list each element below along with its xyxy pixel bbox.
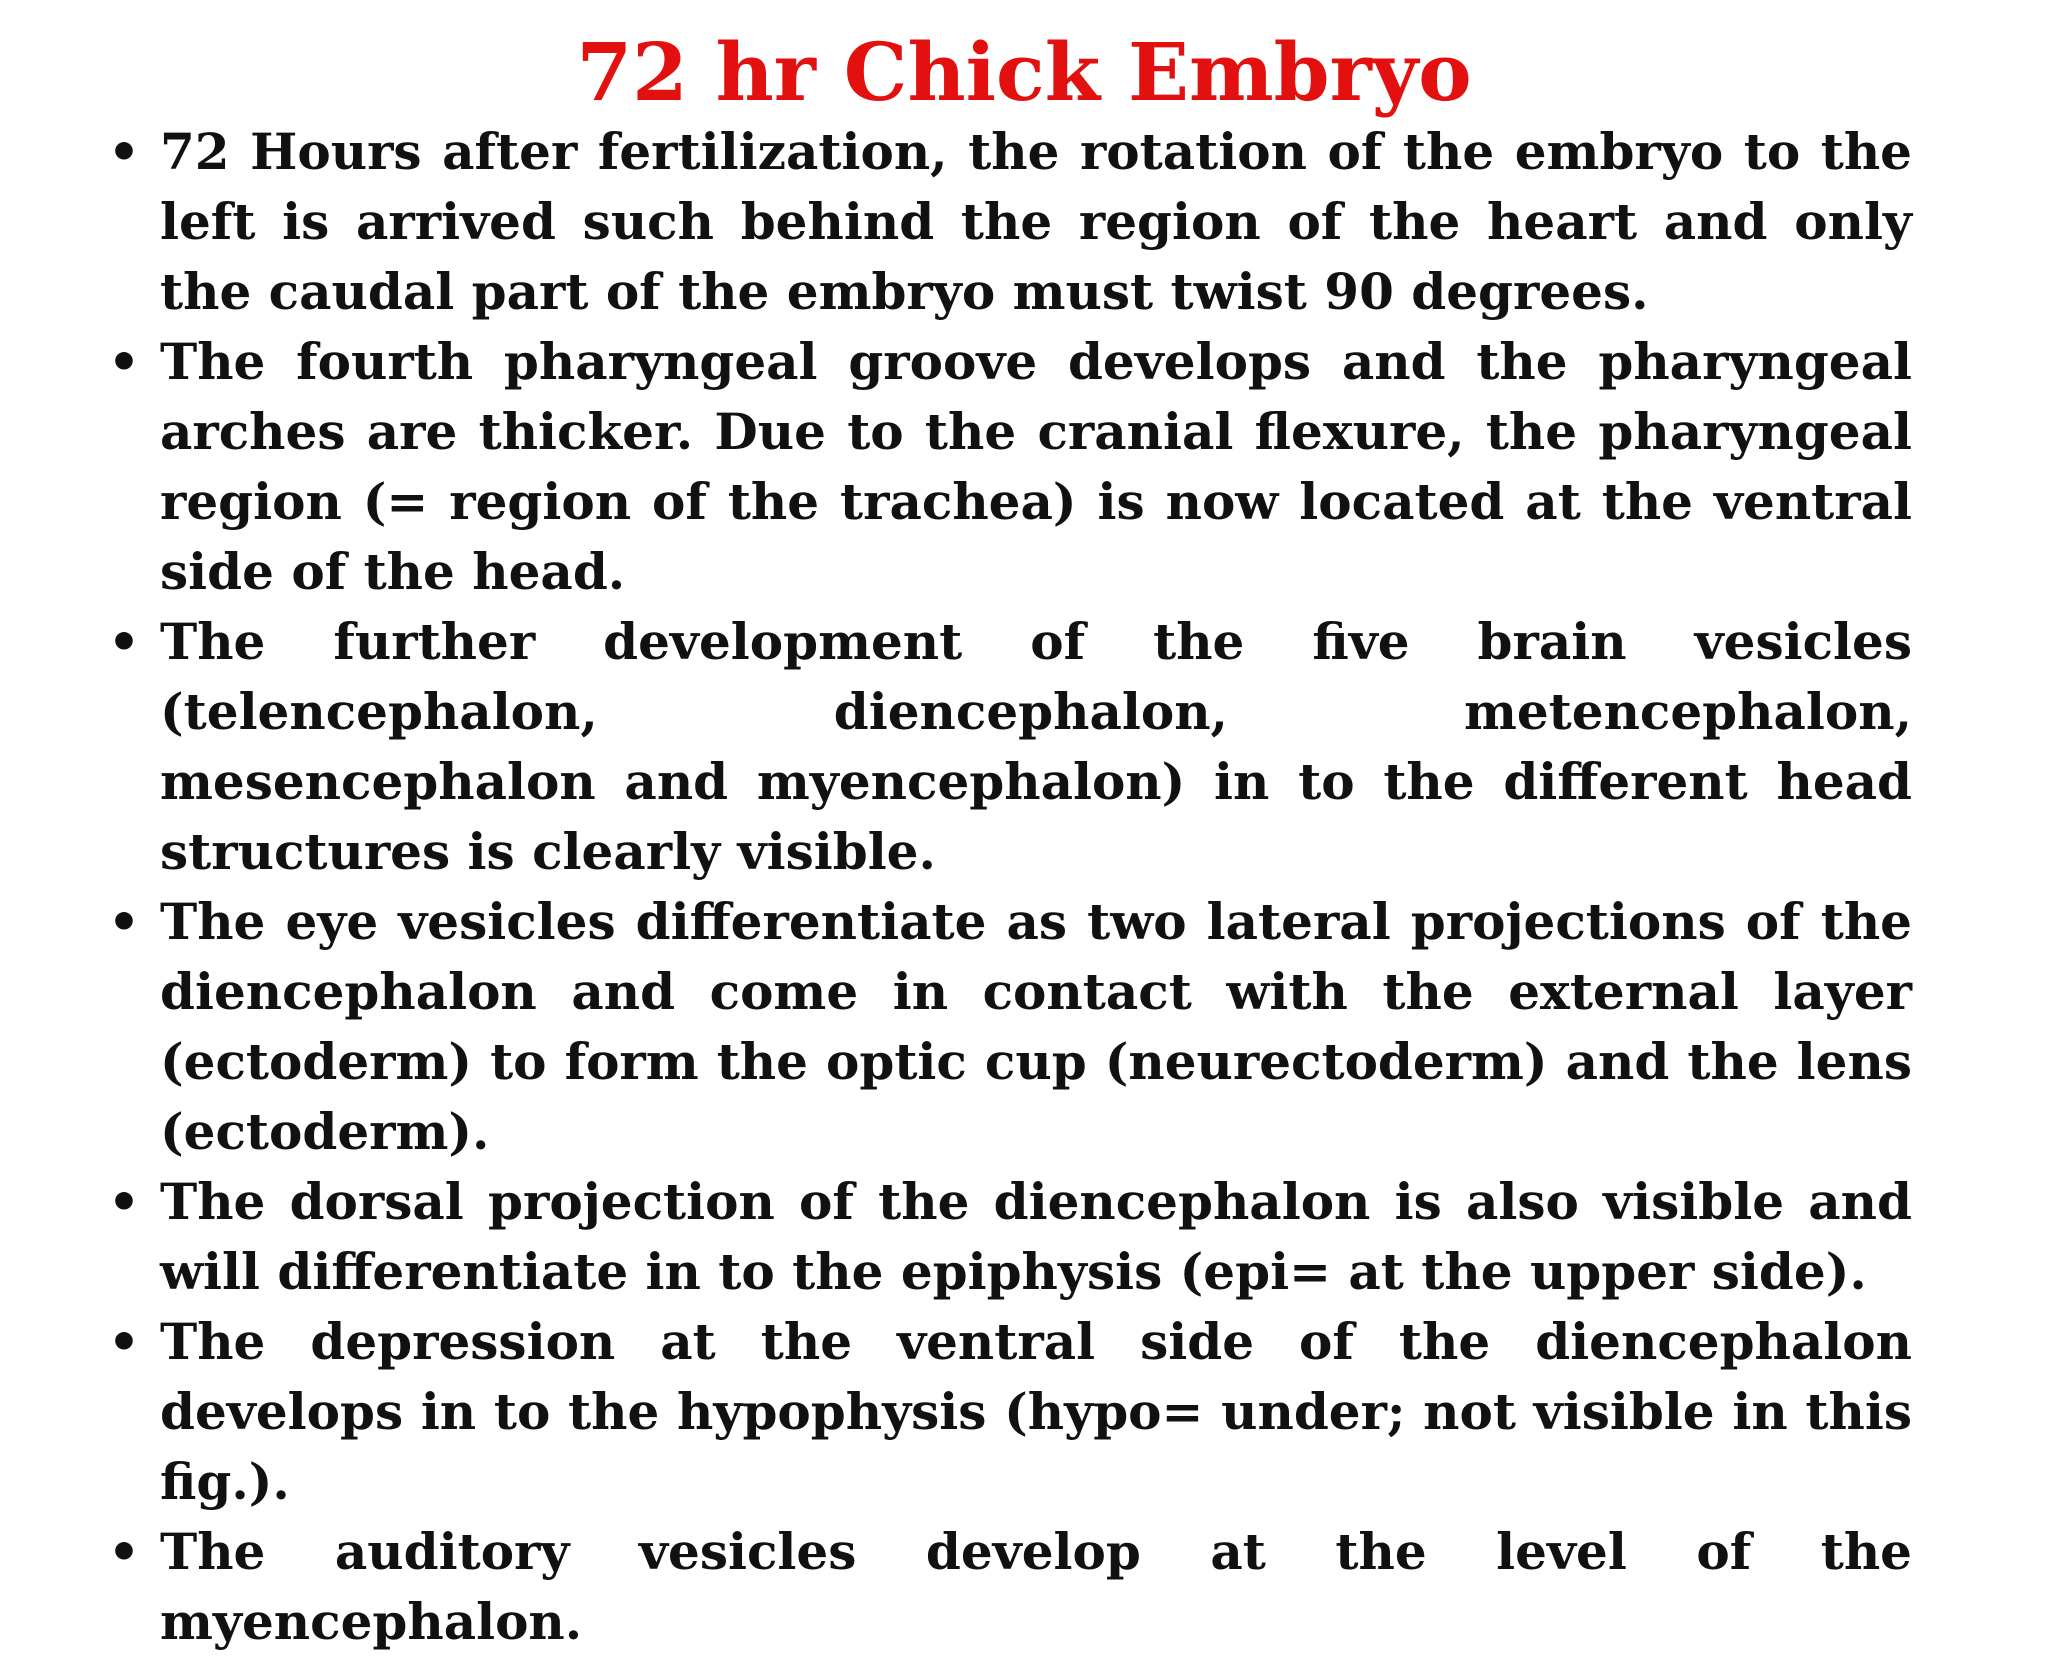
bullet-item: [104, 1517, 1912, 1657]
bullet-dot-icon: •: [108, 1522, 140, 1581]
bullet-item: [104, 327, 1912, 607]
bullet-dot-icon: •: [108, 1312, 140, 1371]
bullet-text: The depression at the ventral side of the diencephalon develops in to the hypophysis (hypo= under; not visible in this fig.).: [160, 1312, 1912, 1511]
bullet-item: [104, 607, 1912, 887]
bullet-dot-icon: •: [108, 332, 140, 391]
bullet-dot-icon: •: [108, 612, 140, 671]
bullet-dot-icon: •: [108, 892, 140, 951]
bullet-list: [104, 117, 1912, 1657]
bullet-text: 72 Hours after fertilization, the rotation of the embryo to the left is arrived such behind the region of the heart and only the caudal part of the embryo must twist 90 degrees.: [160, 122, 1912, 321]
bullet-dot-icon: •: [108, 1172, 140, 1231]
bullet-text: The eye vesicles differentiate as two lateral projections of the diencephalon and come in contact with the external layer (ectoderm) to form the optic cup (neurectoderm) and the lens (ectoderm).: [160, 892, 1912, 1161]
bullet-text: The auditory vesicles develop at the level of the myencephalon.: [160, 1522, 1912, 1651]
bullet-text: The further development of the five brain vesicles (telencephalon, diencephalon, metencephalon, mesencephalon and myencephalon) in to the different head structures is clearly visible.: [160, 612, 1912, 881]
slide-title: 72 hr Chick Embryo: [576, 25, 1472, 119]
bullet-item: [104, 1167, 1912, 1307]
bullet-item: [104, 887, 1912, 1167]
bullet-item: [104, 117, 1912, 327]
bullet-item: [104, 1307, 1912, 1517]
bullet-dot-icon: •: [108, 122, 140, 181]
bullet-text: The fourth pharyngeal groove develops and the pharyngeal arches are thicker. Due to the cranial flexure, the pharyngeal region (= region of the trachea) is now located at the ventral side of the head.: [160, 332, 1912, 601]
bullet-text: The dorsal projection of the diencephalon is also visible and will differentiate in to the epiphysis (epi= at the upper side).: [160, 1172, 1912, 1301]
